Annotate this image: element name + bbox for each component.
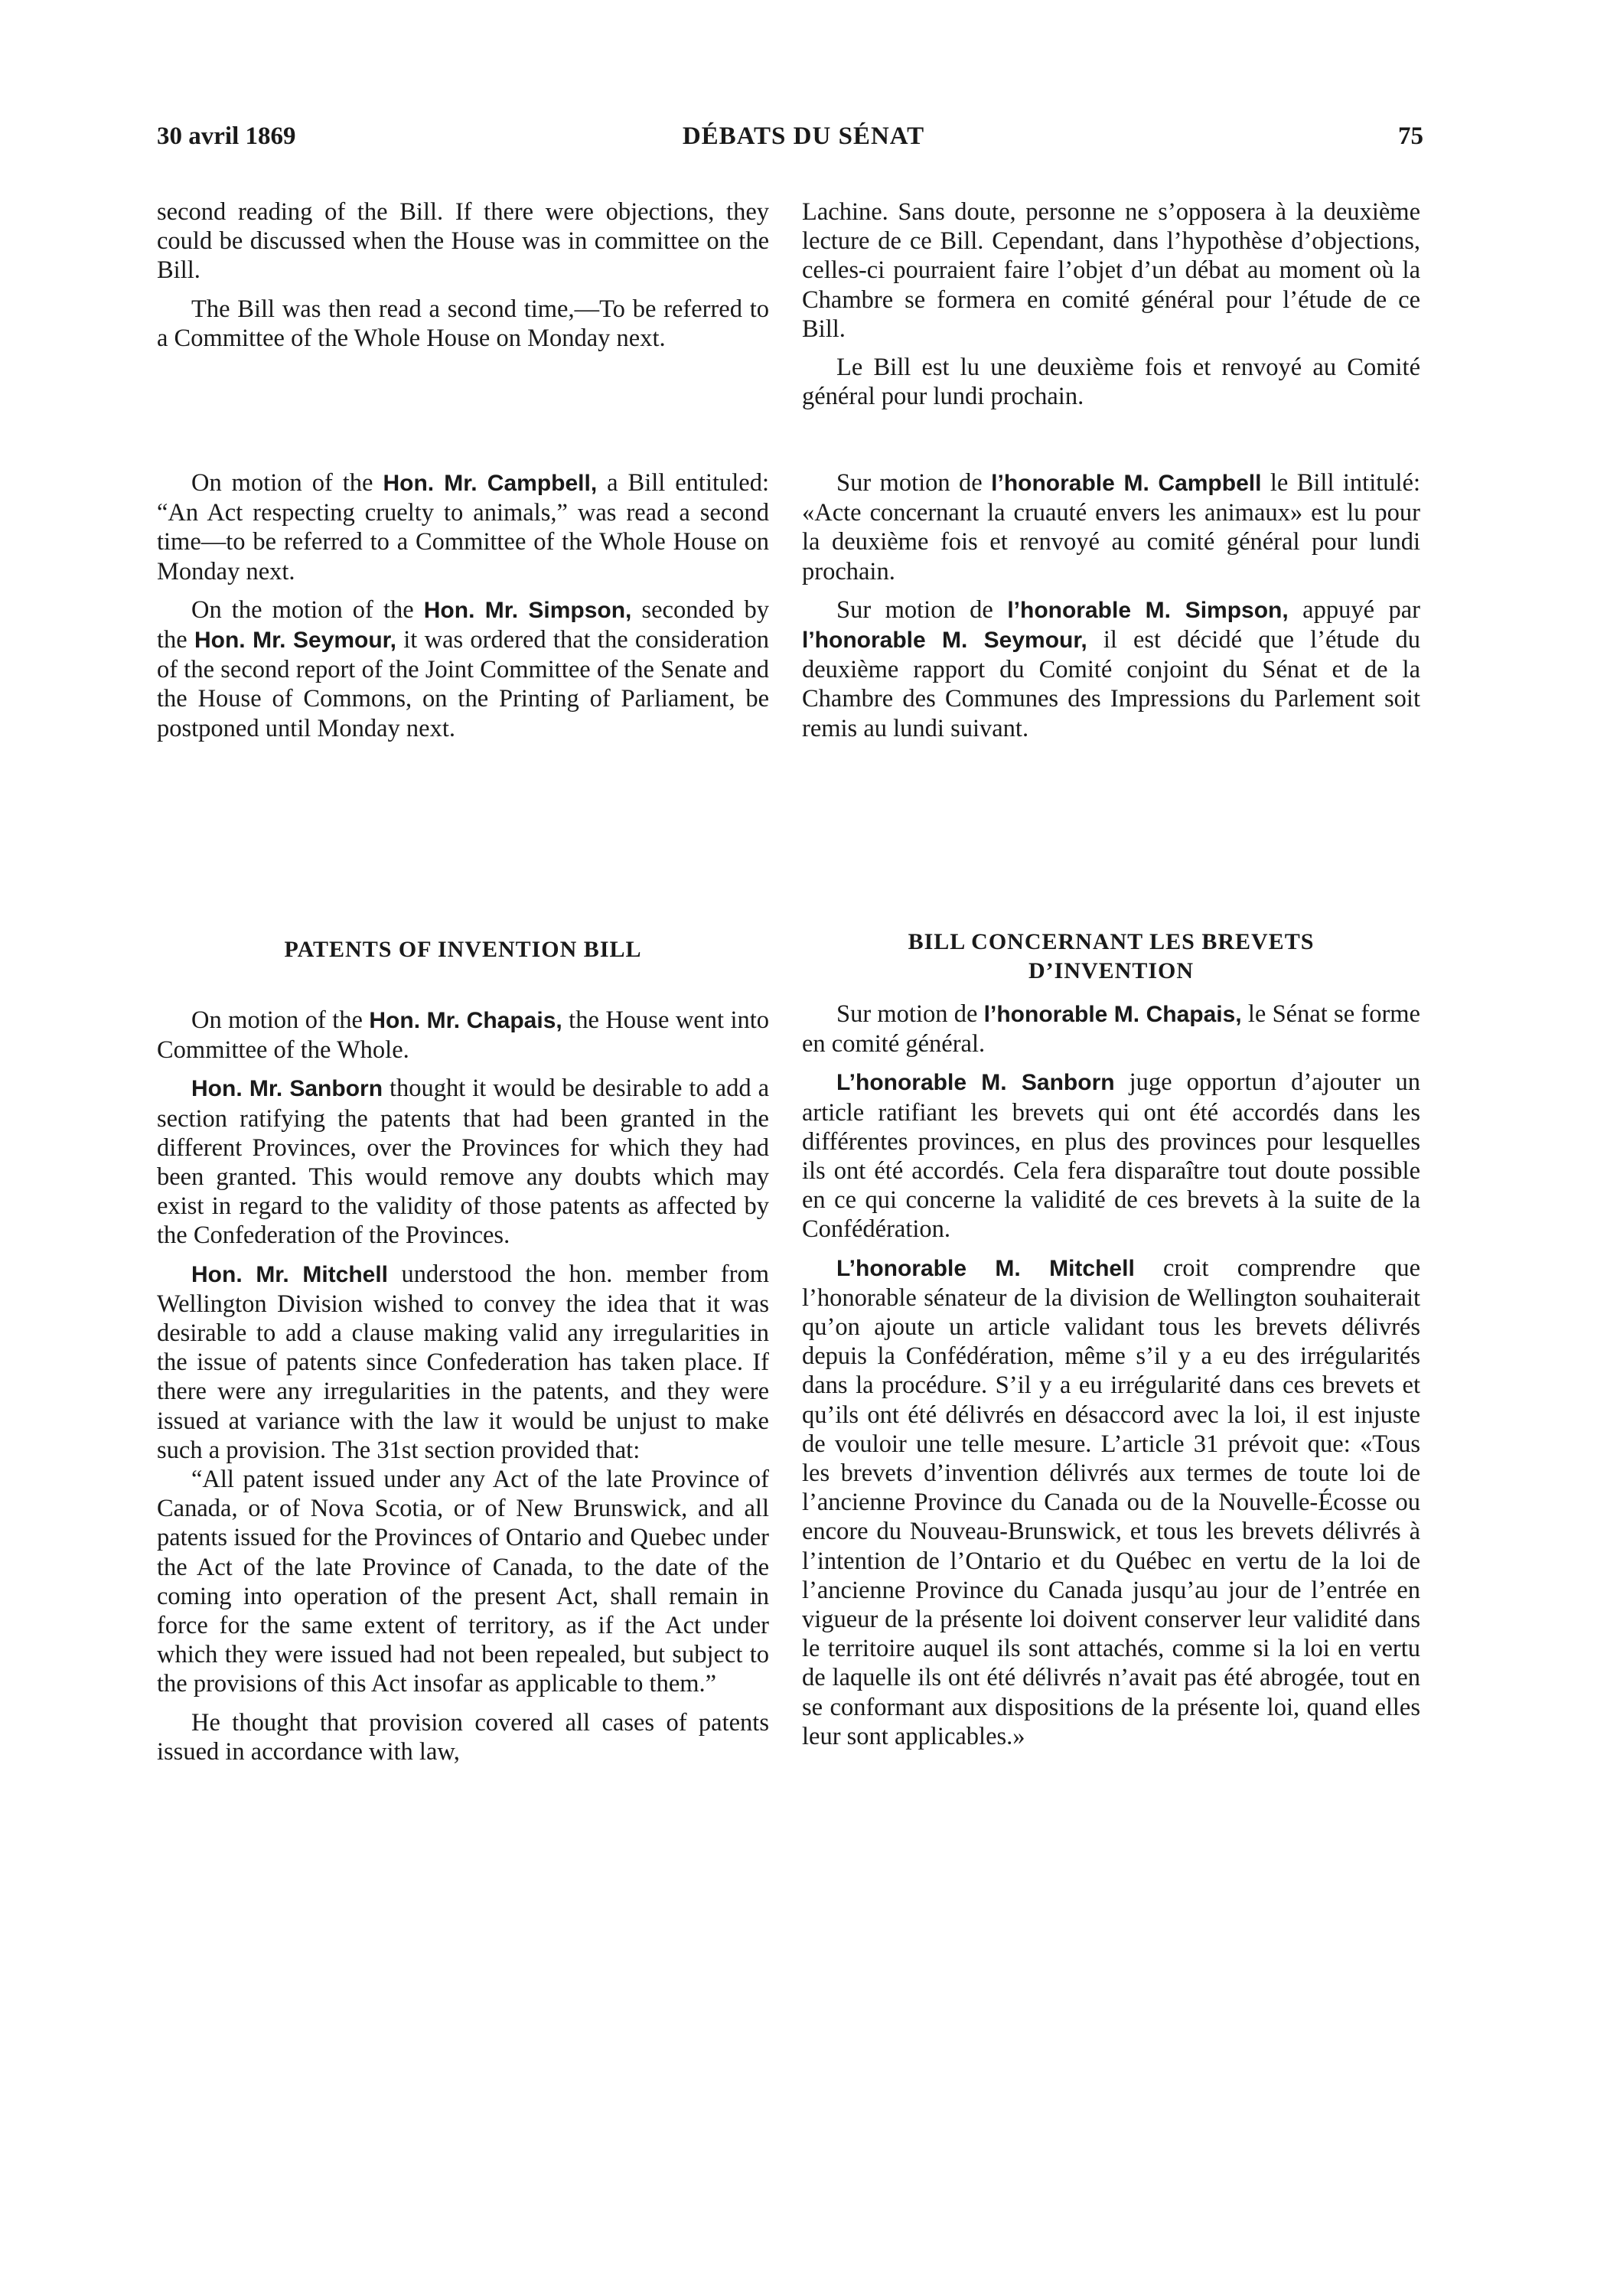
text: croit comprendre que l’honorable sénateur de la division de Wellington souhaiterait qu’on ajoute un article validant tous les brevets délivrés depuis la Confédération, même s’il y a eu des irrégularités dans la procédure. S’il y a eu irrégularité dans ces brevets et qu’ils ont été délivrés en désaccord avec la loi, il est injuste de vouloir une telle mesure. L’article 31 prévoit que: «Tous les brevets d’invention délivrés aux termes de toute loi de l’ancienne Province du Canada ou de la Nouvelle-Écosse ou encore du Nouveau-Brunswick, et tous les brevets délivrés à l’intention de l’Ontario et du Québec en vertu de la loi de l’ancienne Province du Canada jusqu’au jour de l’entrée en vigueur de la présente loi doivent conserver leur validité dans le territoire auquel ils sont attachés, comme si la loi en vertu de laquelle ils ont été délivrés n’avait pas été abrogée, tout en se conformant aux dispositions de la présente loi, quand elles leur sont applicables.» bbox=[802, 1254, 1421, 1750]
en-paragraph bbox=[157, 595, 769, 743]
text: it was ordered that the consideration of the second report of the Joint Committee of the Senate and the House of Commons, on the Printing of Parliament, be postponed until Monday next. bbox=[157, 626, 769, 742]
en-section-heading: PATENTS OF INVENTION BILL bbox=[284, 937, 642, 962]
speaker-name: Hon. Mr. Seymour, bbox=[194, 628, 396, 654]
page-header bbox=[0, 122, 1607, 161]
text: the House went into Committee of the Whole. bbox=[157, 1006, 769, 1065]
speaker-name: Hon. Mr. Simpson, bbox=[423, 597, 632, 623]
speaker-name: l’honorable M. Chapais, bbox=[983, 1002, 1242, 1027]
fr-paragraph: Lachine. Sans doute, personne ne s’opposera à la deuxième lecture de ce Bill. Cependant, dans l’hypothèse d’objections, celles-ci pourraient faire l’objet d’un débat au moment où la Chambre se formera en comité général pour l’étude de ce Bill. bbox=[802, 198, 1420, 343]
en-paragraph bbox=[157, 468, 769, 586]
text: le Bill intitulé: «Acte concernant la cruauté envers les animaux» est lu pour la deuxième fois et renvoyé au comité général pour lundi prochain. bbox=[802, 469, 1420, 585]
en-paragraph bbox=[157, 1260, 769, 1465]
text: On motion of the bbox=[191, 469, 383, 497]
text: il est décidé que l’étude du deuxième rapport du Comité conjoint du Sénat et de la Chambre des Communes des Impressions du Parlement soit remis au lundi suivant. bbox=[802, 626, 1420, 742]
speaker-name: L’honorable M. Sanborn bbox=[836, 1070, 1115, 1096]
en-paragraph: The Bill was then read a second time,—To be referred to a Committee of the Whole House on Monday next. bbox=[157, 295, 769, 352]
speaker-name: l’honorable M. Simpson, bbox=[1007, 597, 1289, 623]
fr-heading-line: BILL CONCERNANT LES BREVETS bbox=[908, 929, 1315, 954]
speaker-name: L’honorable M. Mitchell bbox=[836, 1255, 1135, 1281]
fr-block-2 bbox=[802, 468, 1420, 752]
header-date: 30 avril 1869 bbox=[157, 122, 296, 150]
en-paragraph bbox=[157, 1006, 769, 1065]
fr-paragraph bbox=[802, 1000, 1420, 1058]
speaker-name: Hon. Mr. Campbell, bbox=[383, 471, 598, 496]
en-paragraph: second reading of the Bill. If there were objections, they could be discussed when the House was in committee on the Bill. bbox=[157, 198, 769, 285]
speaker-name: Hon. Mr. Chapais, bbox=[369, 1008, 562, 1033]
fr-paragraph bbox=[802, 595, 1420, 743]
fr-paragraph bbox=[802, 1068, 1420, 1244]
text: le Sénat se forme en comité général. bbox=[802, 1000, 1420, 1058]
text: Sur motion de bbox=[836, 1000, 984, 1028]
en-paragraph bbox=[157, 1074, 769, 1250]
en-block-3 bbox=[157, 1006, 769, 1776]
text: Sur motion de bbox=[836, 595, 1008, 624]
fr-section-heading bbox=[802, 928, 1420, 986]
fr-paragraph: Le Bill est lu une deuxième fois et renvoyé au Comité général pour lundi prochain. bbox=[802, 354, 1420, 411]
text: understood the hon. member from Wellington Division wished to convey the idea that it was desirable to add a clause making valid any irregularities in the issue of patents since Confederation has taken place. If there were any irregularities in the patents, and they were issued at variance with the law it would be unjust to make such a provision. The 31st section provided that: bbox=[157, 1260, 769, 1464]
en-block-2 bbox=[157, 468, 769, 752]
text: thought it would be desirable to add a section ratifying the patents that had been granted in the different Provinces, over the Provinces for which they had been granted. This would remove any doubts which may exist in regard to the validity of those patents as affected by the Confederation of the Provinces. bbox=[157, 1075, 769, 1250]
en-paragraph: He thought that provision covered all cases of patents issued in accordance with law, bbox=[157, 1708, 769, 1766]
text: On the motion of the bbox=[191, 595, 424, 624]
page-number: 75 bbox=[1398, 122, 1423, 150]
fr-heading-line: D’INVENTION bbox=[1028, 958, 1195, 983]
text: appuyé par bbox=[1288, 595, 1420, 624]
header-title: DÉBATS DU SÉNAT bbox=[682, 122, 925, 150]
speaker-name: l’honorable M. Campbell bbox=[991, 471, 1262, 496]
text: a Bill entituled: “An Act respecting cruelty to animals,” was read a second time—to be referred to a Committee of the Whole House on Monday next. bbox=[157, 469, 770, 585]
text: On motion of the bbox=[191, 1006, 370, 1034]
text: juge opportun d’ajouter un article ratifiant les brevets qui ont été accordés dans les différentes provinces, en plus des provinces pour lesquelles ils ont été accordés. Cela fera disparaître tout doute possible en ce qui concerne la validité de ces brevets à la suite de la Confédération. bbox=[802, 1068, 1420, 1244]
en-quote: “All patent issued under any Act of the late Province of Canada, or of Nova Scotia, or of New Brunswick, and all patents issued for the Provinces of Ontario and Quebec under the Act of the late Province of Canada, to the date of the coming into operation of the present Act, shall remain in force for the same extent of territory, as if the Act under which they were issued had not been repealed, but subject to the provisions of this Act insofar as applicable to them.” bbox=[157, 1466, 769, 1698]
text: seconded by the bbox=[157, 595, 769, 654]
speaker-name: l’honorable M. Seymour, bbox=[802, 628, 1087, 654]
fr-block-3 bbox=[802, 1000, 1420, 1760]
fr-paragraph bbox=[802, 1254, 1420, 1751]
fr-block-1 bbox=[802, 197, 1420, 420]
fr-paragraph bbox=[802, 468, 1420, 586]
en-block-1 bbox=[157, 197, 769, 362]
text: Sur motion de bbox=[836, 469, 992, 497]
speaker-name: Hon. Mr. Mitchell bbox=[191, 1261, 389, 1287]
speaker-name: Hon. Mr. Sanborn bbox=[191, 1076, 383, 1102]
